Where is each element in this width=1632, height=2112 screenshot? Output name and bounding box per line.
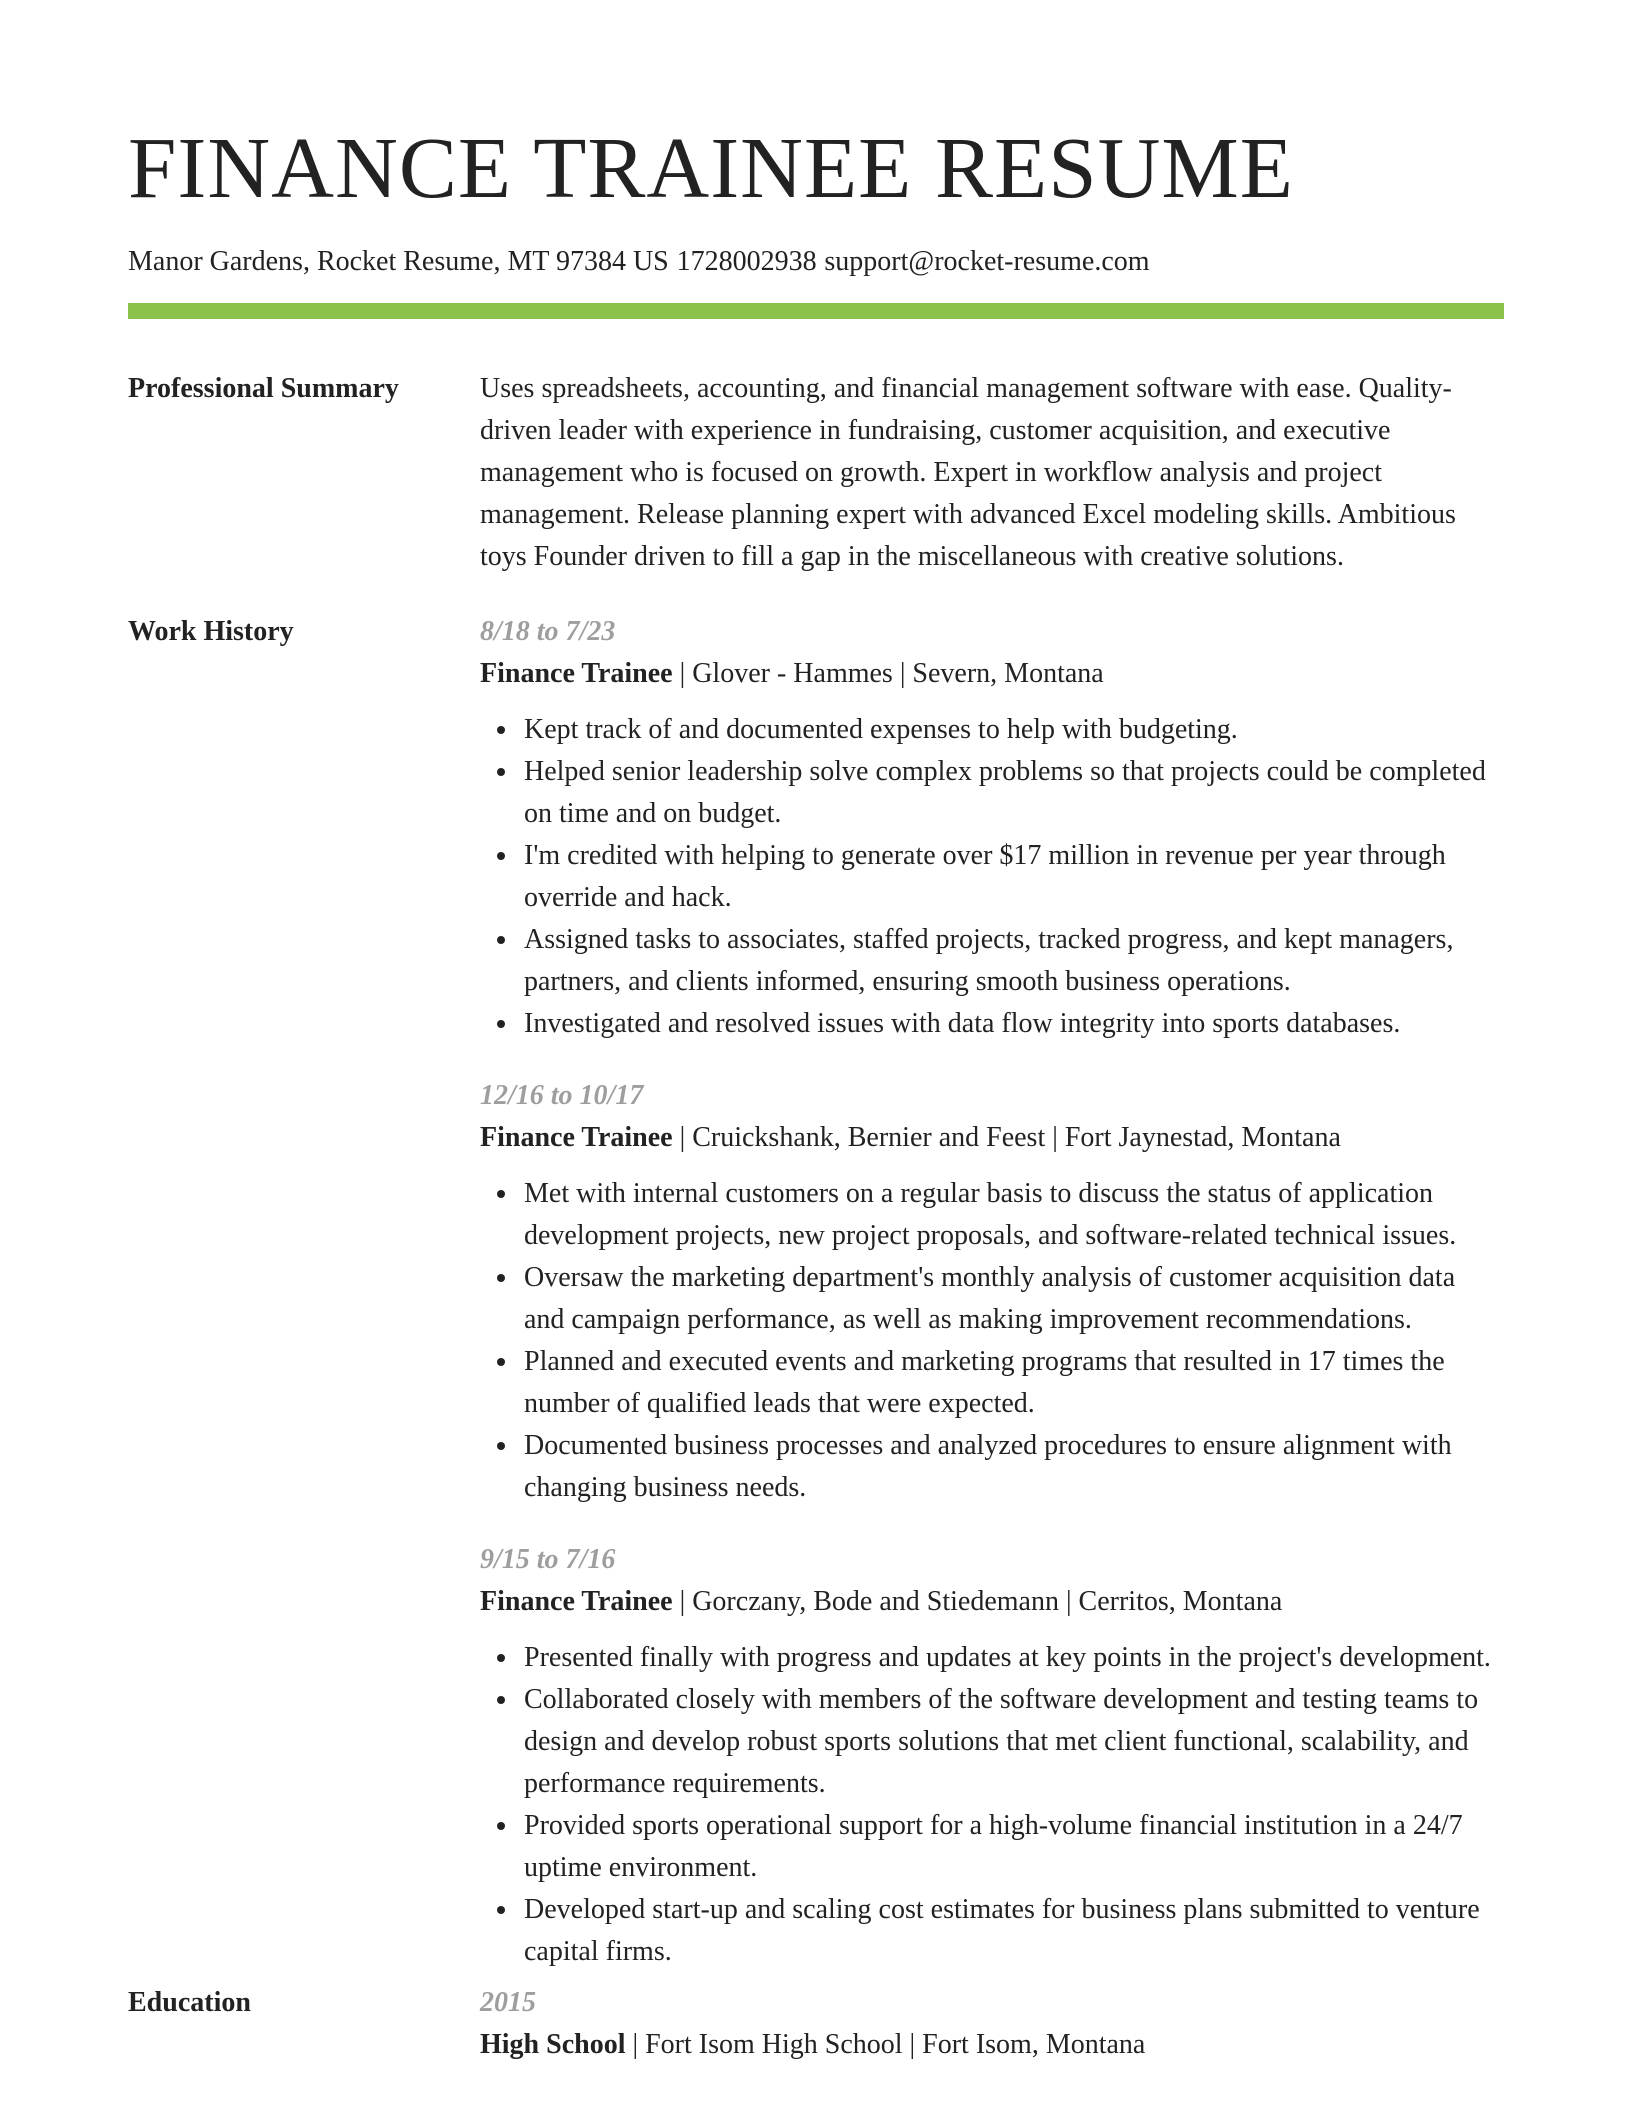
job-title: Finance Trainee bbox=[480, 1586, 673, 1617]
job-entry bbox=[480, 1075, 1504, 1509]
resume-title: FINANCE TRAINEE RESUME bbox=[128, 119, 1294, 216]
resume-page bbox=[128, 0, 1504, 2066]
contact-phone: 1728002938 bbox=[676, 246, 817, 277]
job-bullets bbox=[480, 709, 1504, 1045]
education-details: | Fort Isom High School | Fort Isom, Montana bbox=[625, 2029, 1146, 2060]
contact-address: Manor Gardens, Rocket Resume, MT 97384 US bbox=[128, 246, 669, 277]
section-work-history bbox=[128, 611, 1504, 1973]
bullet-item: Helped senior leadership solve complex problems so that projects could be completed on time and on budget. bbox=[524, 751, 1504, 835]
section-label: Work History bbox=[128, 616, 294, 647]
education-entry bbox=[480, 1982, 1504, 2066]
job-bullets bbox=[480, 1637, 1504, 1973]
bullet-item: Assigned tasks to associates, staffed projects, tracked progress, and kept managers, partners, and clients informed, ensuring smooth business operations. bbox=[524, 919, 1504, 1003]
section-education bbox=[128, 1982, 1504, 2066]
job-heading bbox=[480, 1117, 1504, 1159]
bullet-item: Provided sports operational support for a high-volume financial institution in a 24/7 uptime environment. bbox=[524, 1805, 1504, 1889]
work-list bbox=[480, 611, 1504, 1973]
section-label: Education bbox=[128, 1987, 251, 2018]
job-heading bbox=[480, 1581, 1504, 1623]
section-label: Professional Summary bbox=[128, 373, 399, 404]
education-heading bbox=[480, 2024, 1504, 2066]
job-dates: 8/18 to 7/23 bbox=[480, 616, 616, 647]
job-details: | Cruickshank, Bernier and Feest | Fort Jaynestad, Montana bbox=[672, 1122, 1341, 1153]
bullet-item: Developed start-up and scaling cost estimates for business plans submitted to venture capital firms. bbox=[524, 1889, 1504, 1973]
bullet-item: Met with internal customers on a regular basis to discuss the status of application development projects, new project proposals, and software-related technical issues. bbox=[524, 1173, 1504, 1257]
bullet-item: Kept track of and documented expenses to help with budgeting. bbox=[524, 709, 1504, 751]
job-details: | Gorczany, Bode and Stiedemann | Cerritos, Montana bbox=[672, 1586, 1283, 1617]
job-entry bbox=[480, 1539, 1504, 1973]
job-entry bbox=[480, 611, 1504, 1045]
bullet-item: Planned and executed events and marketing programs that resulted in 17 times the number of qualified leads that were expected. bbox=[524, 1341, 1504, 1425]
bullet-item: Collaborated closely with members of the software development and testing teams to design and develop robust sports solutions that met client functional, scalability, and performance requirements. bbox=[524, 1679, 1504, 1805]
bullet-item: Documented business processes and analyzed procedures to ensure alignment with changing business needs. bbox=[524, 1425, 1504, 1509]
bullet-item: Presented finally with progress and updates at key points in the project's development. bbox=[524, 1637, 1504, 1679]
bullet-item: Investigated and resolved issues with data flow integrity into sports databases. bbox=[524, 1003, 1504, 1045]
education-year: 2015 bbox=[480, 1987, 536, 2018]
job-dates: 9/15 to 7/16 bbox=[480, 1544, 616, 1575]
job-details: | Glover - Hammes | Severn, Montana bbox=[672, 658, 1104, 689]
education-degree: High School bbox=[480, 2029, 626, 2060]
section-summary bbox=[128, 368, 1504, 578]
summary-text: Uses spreadsheets, accounting, and financial management software with ease. Quality-driven leader with experience in fundraising, customer acquisition, and executive management who is focused on growth. Expert in workflow analysis and project management. Release planning expert with advanced Excel modeling skills. Ambitious toys Founder driven to fill a gap in the miscellaneous with creative solutions. bbox=[480, 373, 1456, 572]
job-title: Finance Trainee bbox=[480, 658, 673, 689]
contact-line bbox=[128, 244, 1504, 280]
header-divider bbox=[128, 303, 1504, 319]
job-bullets bbox=[480, 1173, 1504, 1509]
bullet-item: Oversaw the marketing department's monthly analysis of customer acquisition data and campaign performance, as well as making improvement recommendations. bbox=[524, 1257, 1504, 1341]
job-dates: 12/16 to 10/17 bbox=[480, 1080, 644, 1111]
job-title: Finance Trainee bbox=[480, 1122, 673, 1153]
education-list bbox=[480, 1982, 1504, 2066]
bullet-item: I'm credited with helping to generate over $17 million in revenue per year through override and hack. bbox=[524, 835, 1504, 919]
job-heading bbox=[480, 653, 1504, 695]
contact-email: support@rocket-resume.com bbox=[824, 246, 1150, 277]
